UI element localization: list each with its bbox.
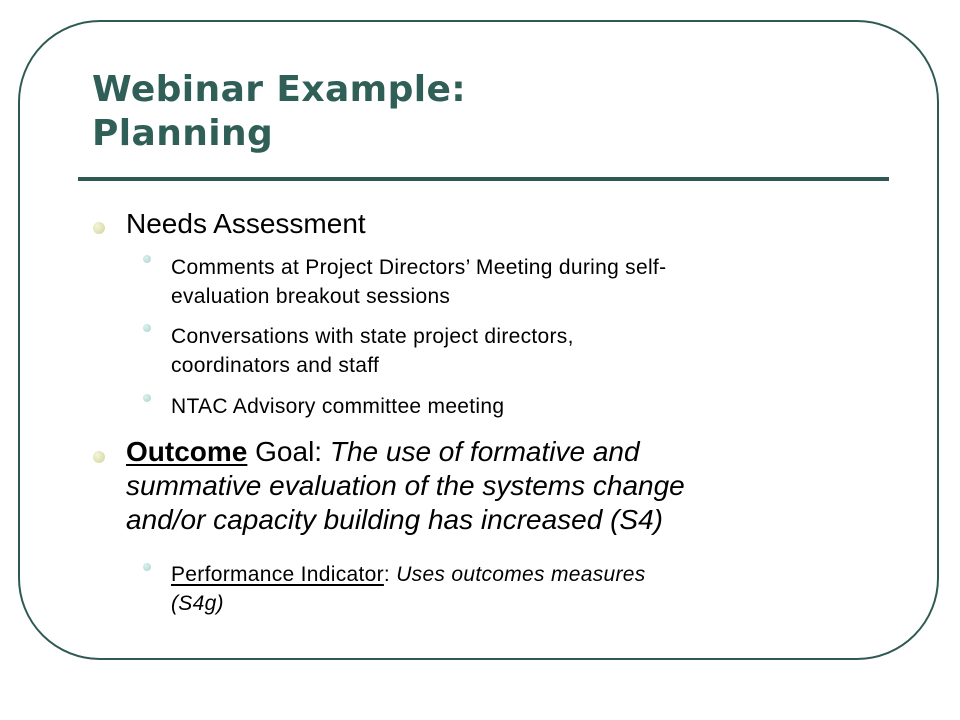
outcome-term: Outcome bbox=[126, 436, 248, 467]
indicator-text-line-2: (S4g) bbox=[171, 592, 224, 615]
indicator-colon: : bbox=[383, 563, 397, 586]
outcome-goal bbox=[126, 435, 685, 537]
title-divider bbox=[78, 177, 889, 181]
sub-bullet-dot-icon bbox=[143, 255, 151, 263]
sub-bullet-dot-icon bbox=[143, 563, 151, 571]
indicator-line-1 bbox=[171, 560, 646, 589]
outcome-goal-line-1 bbox=[126, 435, 685, 469]
needs-assessment-heading: Needs Assessment bbox=[126, 208, 366, 239]
goal-text-line-2: summative evaluation of the systems change bbox=[126, 470, 685, 501]
needs-item-3 bbox=[171, 392, 504, 421]
sub-bullet-dot-icon bbox=[143, 394, 151, 402]
sub-bullet-dot-icon bbox=[143, 324, 151, 332]
needs-item-2 bbox=[171, 322, 574, 380]
needs-item-1-line-1: Comments at Project Directors’ Meeting during self- bbox=[171, 256, 667, 279]
goal-text-line-1: The use of formative and bbox=[329, 436, 640, 467]
needs-item-1-line-2: evaluation breakout sessions bbox=[171, 285, 451, 308]
performance-indicator bbox=[171, 560, 646, 618]
title-line-2: Planning bbox=[92, 113, 274, 154]
bullet-dot-icon bbox=[93, 451, 105, 463]
bullet-dot-icon bbox=[93, 222, 105, 234]
goal-label: Goal: bbox=[247, 436, 330, 467]
goal-text-line-3: and/or capacity building has increased (S4) bbox=[126, 504, 663, 535]
title-line-1: Webinar Example: bbox=[92, 69, 467, 110]
needs-item-2-line-1: Conversations with state project directors, bbox=[171, 325, 574, 348]
slide-title bbox=[92, 68, 466, 156]
indicator-term: Performance Indicator bbox=[171, 563, 384, 586]
needs-item-1 bbox=[171, 253, 666, 311]
needs-item-2-line-2: coordinators and staff bbox=[171, 354, 380, 377]
indicator-text-line-1: Uses outcomes measures bbox=[396, 563, 646, 586]
needs-item-3-line-1: NTAC Advisory committee meeting bbox=[171, 395, 505, 418]
